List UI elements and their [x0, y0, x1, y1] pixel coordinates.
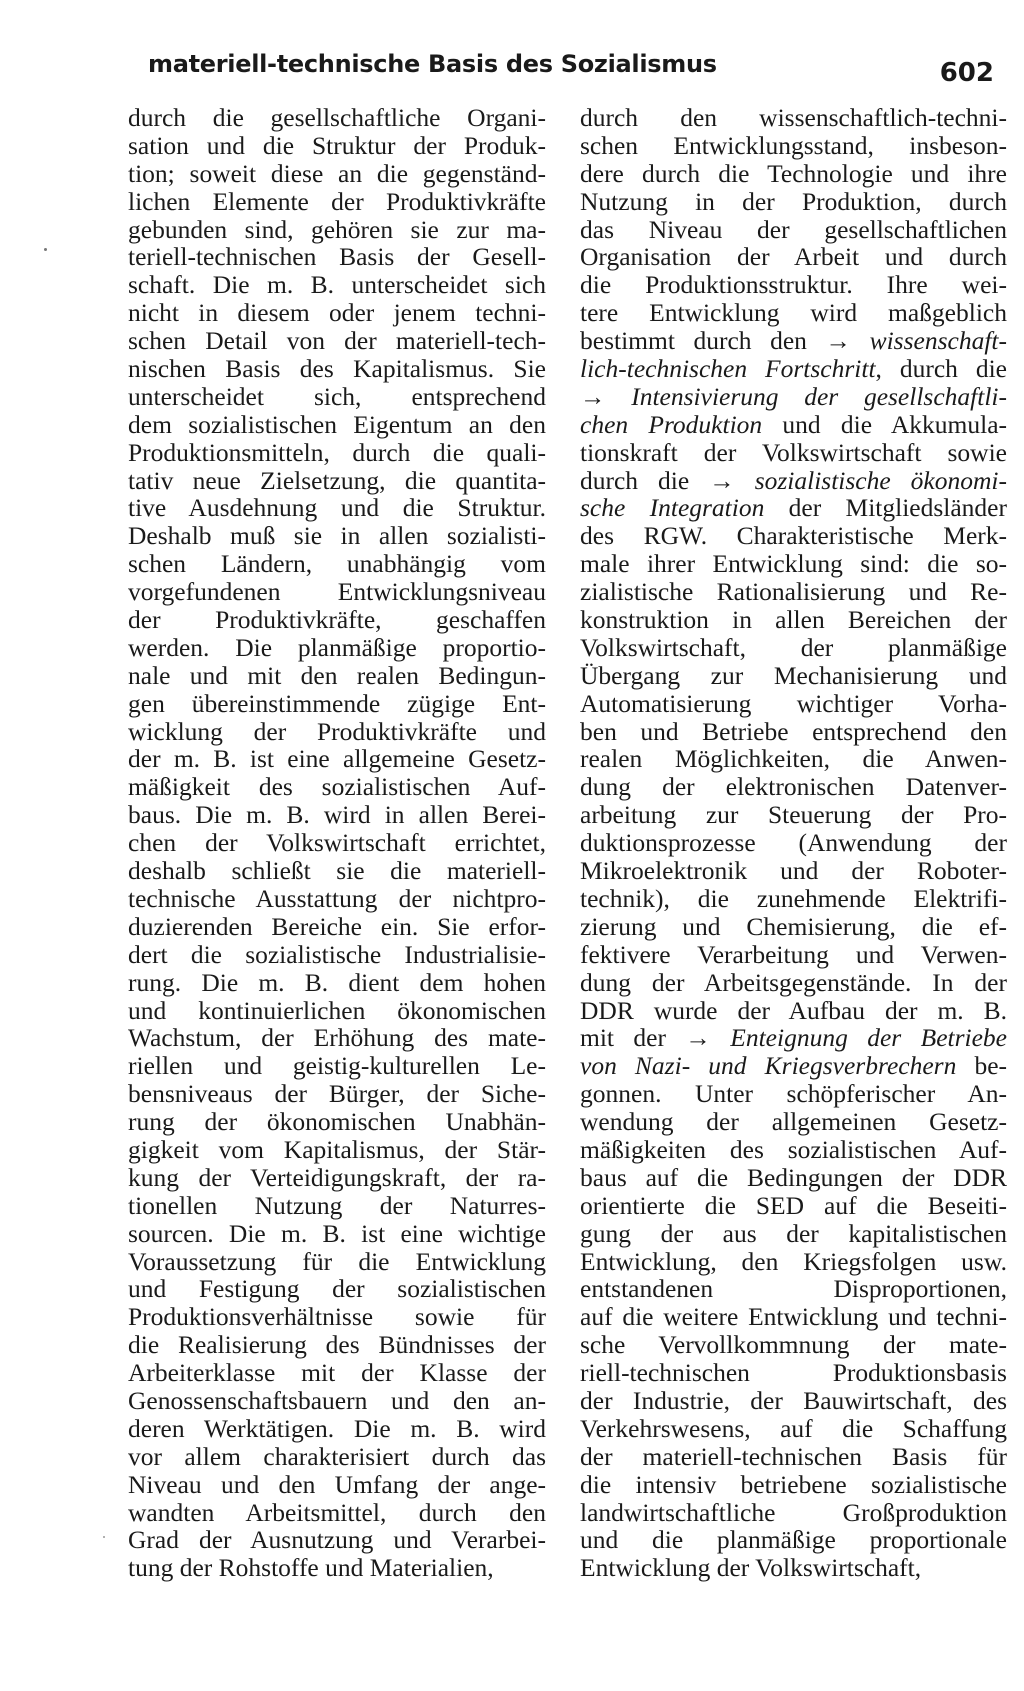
text-segment: und Festigung der sozialistischen [128, 1274, 546, 1304]
text-segment: kung der Verteidigungskraft, der ra- [128, 1162, 546, 1192]
text-line [580, 1303, 1007, 1331]
text-line [128, 969, 546, 997]
text-line [580, 718, 1007, 746]
text-segment: dert die sozialistische Industrialisie- [128, 939, 546, 969]
text-line [580, 188, 1007, 216]
text-line [128, 1052, 546, 1080]
text-line [128, 662, 546, 690]
text-line [128, 997, 546, 1025]
text-segment: tionskraft der Volkswirtschaft sowie [580, 437, 1007, 467]
text-line [128, 829, 546, 857]
text-segment: und die Akkumula- [762, 409, 1008, 439]
text-line [580, 216, 1007, 244]
text-line [580, 1275, 1007, 1303]
text-segment: Deshalb muß sie in allen sozialisti- [128, 521, 546, 551]
text-line [128, 941, 546, 969]
text-segment: gigkeit vom Kapitalismus, der Stär- [128, 1134, 546, 1164]
text-line [128, 271, 546, 299]
text-line [580, 1499, 1007, 1527]
text-segment: realen Möglichkeiten, die Anwen- [580, 744, 1007, 774]
text-segment: bensniveaus der Bürger, der Siche- [128, 1079, 546, 1109]
text-segment: wandten Arbeitsmittel, durch den [128, 1497, 546, 1527]
italic-term: chen Produktion [580, 409, 763, 439]
text-line [128, 1220, 546, 1248]
text-segment: Grad der Ausnutzung und Verarbei- [128, 1525, 546, 1555]
text-line [580, 467, 1007, 495]
text-segment: technik), die zunehmende Elektrifi- [580, 883, 1007, 913]
text-line [580, 522, 1007, 550]
text-segment: baus auf die Bedingungen der DDR [580, 1162, 1007, 1192]
text-segment: Übergang zur Mechanisierung und [580, 660, 1007, 690]
text-line [580, 662, 1007, 690]
text-segment: schen Detail von der materiell-tech- [128, 326, 546, 356]
print-speck [103, 1536, 105, 1538]
text-segment: der Produktivkräfte, geschaffen [128, 605, 546, 635]
text-line [128, 1108, 546, 1136]
text-line [580, 411, 1007, 439]
text-segment: vor allem charakterisiert durch das [128, 1441, 546, 1471]
text-line [128, 1471, 546, 1499]
text-segment: der Mitgliedsländer [764, 493, 1007, 523]
text-line [128, 690, 546, 718]
text-line [580, 383, 1007, 411]
text-line [580, 1220, 1007, 1248]
text-segment: technische Ausstattung der nichtpro- [128, 883, 546, 913]
text-segment: ben und Betriebe entsprechend den [580, 716, 1007, 746]
text-line [580, 1443, 1007, 1471]
text-segment: schen Entwicklungsstand, insbeson- [580, 130, 1007, 160]
text-line [580, 1248, 1007, 1276]
text-line [580, 1080, 1007, 1108]
text-line [580, 132, 1007, 160]
text-segment: rung. Die m. B. dient dem hohen [128, 967, 546, 997]
text-segment: schaft. Die m. B. unterscheidet sich [128, 270, 546, 300]
text-line [580, 606, 1007, 634]
text-segment: Entwicklung der Volkswirtschaft, [580, 1553, 922, 1583]
text-line [580, 941, 1007, 969]
text-segment: gung der aus der kapitalistischen [580, 1218, 1007, 1248]
text-line [128, 1080, 546, 1108]
text-segment: der materiell-technischen Basis für [580, 1441, 1007, 1471]
text-segment: arbeitung zur Steuerung der Pro- [580, 800, 1007, 830]
text-line [128, 634, 546, 662]
text-line [128, 745, 546, 773]
text-segment: sation und die Struktur der Produk- [128, 130, 546, 160]
text-segment: sche Vervollkommnung der mate- [580, 1330, 1007, 1360]
text-line [580, 1331, 1007, 1359]
text-line [580, 745, 1007, 773]
text-segment: → [580, 381, 632, 411]
text-segment: tung der Rohstoffe und Materialien, [128, 1553, 494, 1583]
text-segment: duktionsprozesse (Anwendung der [580, 828, 1007, 858]
text-line [580, 1471, 1007, 1499]
text-line [580, 1359, 1007, 1387]
text-line [128, 857, 546, 885]
text-line [128, 383, 546, 411]
text-segment: tion; soweit diese an die gegenständ- [128, 158, 546, 188]
text-segment: mäßigkeit des sozialistischen Auf- [128, 772, 546, 802]
text-segment: der m. B. ist eine allgemeine Gesetz- [128, 744, 546, 774]
text-segment: teriell-technischen Basis der Gesell- [128, 242, 546, 272]
text-segment: und die planmäßige proportionale [580, 1525, 1007, 1555]
text-segment: tere Entwicklung wird maßgeblich [580, 298, 1007, 328]
text-segment: deshalb schließt sie die materiell- [128, 856, 546, 886]
text-line [128, 216, 546, 244]
text-line [128, 773, 546, 801]
text-segment: durch die gesellschaftliche Organi- [128, 103, 546, 132]
text-segment: nischen Basis des Kapitalismus. Sie [128, 354, 546, 384]
print-speck [44, 248, 47, 251]
text-segment: Mikroelektronik und der Roboter- [580, 856, 1007, 886]
text-segment: zierung und Chemisierung, die ef- [580, 911, 1007, 941]
text-line [128, 243, 546, 271]
text-line [128, 1499, 546, 1527]
text-line [580, 271, 1007, 299]
text-line [128, 188, 546, 216]
text-segment: wicklung der Produktivkräfte und [128, 716, 546, 746]
text-line [580, 104, 1007, 132]
text-line [128, 1331, 546, 1359]
text-line [580, 634, 1007, 662]
text-segment: baus. Die m. B. wird in allen Berei- [128, 800, 546, 830]
text-line [128, 1164, 546, 1192]
text-line [128, 1136, 546, 1164]
text-segment: tionellen Nutzung der Naturres- [128, 1190, 546, 1220]
text-line [580, 439, 1007, 467]
text-line [128, 1248, 546, 1276]
text-segment: nicht in diesem oder jenem techni- [128, 298, 546, 328]
italic-term: lich-technischen Fortschritt [580, 354, 876, 384]
italic-term: Intensivierung der gesellschaftli- [631, 381, 1007, 411]
text-line [128, 160, 546, 188]
text-line [580, 997, 1007, 1025]
text-line [580, 1136, 1007, 1164]
text-segment: durch die → [580, 465, 755, 495]
text-segment: , durch die [875, 354, 1007, 384]
text-line [580, 1554, 1007, 1582]
italic-term: Enteignung der Betriebe [730, 1023, 1007, 1053]
text-line [128, 718, 546, 746]
text-segment: duzierenden Bereiche ein. Sie erfor- [128, 911, 546, 941]
text-segment: die Realisierung des Bündnisses der [128, 1330, 546, 1360]
text-line [580, 1024, 1007, 1052]
text-line [128, 913, 546, 941]
text-segment: das Niveau der gesellschaftlichen [580, 214, 1007, 244]
text-segment: deren Werktätigen. Die m. B. wird [128, 1413, 546, 1443]
text-segment: tativ neue Zielsetzung, die quantita- [128, 465, 546, 495]
running-head: materiell-technische Basis des Sozialismus [148, 50, 717, 78]
text-line [128, 1443, 546, 1471]
text-line [580, 355, 1007, 383]
text-segment: der Industrie, der Bauwirtschaft, des [580, 1385, 1007, 1415]
text-segment: bestimmt durch den → [580, 326, 870, 356]
text-segment: nale und mit den realen Bedingun- [128, 660, 546, 690]
text-segment: und kontinuierlichen ökonomischen [128, 995, 546, 1025]
text-line [128, 132, 546, 160]
text-segment: Volkswirtschaft, der planmäßige [580, 632, 1007, 662]
text-line [580, 1164, 1007, 1192]
italic-term: wissenschaft- [869, 326, 1007, 356]
text-segment: des RGW. Charakteristische Merk- [580, 521, 1007, 551]
text-segment: riell-technischen Produktionsbasis [580, 1358, 1007, 1388]
text-line [128, 1275, 546, 1303]
text-segment: dung der elektronischen Datenver- [580, 772, 1007, 802]
text-segment: Arbeiterklasse mit der Klasse der [128, 1358, 546, 1388]
text-segment: Nutzung in der Produktion, durch [580, 186, 1007, 216]
text-line [128, 439, 546, 467]
text-line [128, 1303, 546, 1331]
text-segment: orientierte die SED auf die Beseiti- [580, 1190, 1007, 1220]
text-segment: Organisation der Arbeit und durch [580, 242, 1007, 272]
text-segment: tive Ausdehnung und die Struktur. [128, 493, 546, 523]
text-segment: Entwicklung, den Kriegsfolgen usw. [580, 1246, 1007, 1276]
text-line [580, 299, 1007, 327]
text-line [580, 327, 1007, 355]
text-segment: lichen Elemente der Produktivkräfte [128, 186, 546, 216]
text-line [128, 355, 546, 383]
text-segment: konstruktion in allen Bereichen der [580, 605, 1007, 635]
text-line [580, 1526, 1007, 1554]
text-segment: die intensiv betriebene sozialistische [580, 1469, 1007, 1499]
text-segment: dere durch die Technologie und ihre [580, 158, 1007, 188]
text-line [128, 327, 546, 355]
text-line [580, 969, 1007, 997]
text-segment: durch den wissenschaftlich-techni- [580, 103, 1007, 132]
text-segment: mit der → [580, 1023, 731, 1053]
text-segment: zialistische Rationalisierung und Re- [580, 577, 1007, 607]
text-segment: chen der Volkswirtschaft errichtet, [128, 828, 546, 858]
text-line [128, 578, 546, 606]
text-segment: Genossenschaftsbauern und den an- [128, 1385, 546, 1415]
text-line [580, 690, 1007, 718]
italic-term: von Nazi- und Kriegsverbrechern [580, 1051, 957, 1081]
text-line [128, 885, 546, 913]
text-line [128, 299, 546, 327]
page-number: 602 [939, 58, 994, 88]
italic-term: sozialistische ökonomi- [754, 465, 1007, 495]
text-line [128, 494, 546, 522]
text-segment: unterscheidet sich, entsprechend [128, 381, 546, 411]
text-segment: male ihrer Entwicklung sind: die so- [580, 549, 1007, 579]
text-line [580, 773, 1007, 801]
text-line [580, 1192, 1007, 1220]
text-segment: landwirtschaftliche Großproduktion [580, 1497, 1007, 1527]
text-line [580, 913, 1007, 941]
text-segment: DDR wurde der Aufbau der m. B. [580, 995, 1007, 1025]
text-line [128, 1024, 546, 1052]
text-line [128, 1387, 546, 1415]
text-line [580, 885, 1007, 913]
text-line [128, 550, 546, 578]
text-line [128, 801, 546, 829]
text-line [128, 1359, 546, 1387]
text-line [580, 243, 1007, 271]
text-segment: Wachstum, der Erhöhung des mate- [128, 1023, 546, 1053]
text-segment: entstandenen Disproportionen, [580, 1274, 1007, 1304]
text-line [580, 550, 1007, 578]
text-line [580, 829, 1007, 857]
text-line [580, 160, 1007, 188]
text-segment: sourcen. Die m. B. ist eine wichtige [128, 1218, 546, 1248]
text-segment: Automatisierung wichtiger Vorha- [580, 688, 1007, 718]
text-segment: Niveau und den Umfang der ange- [128, 1469, 546, 1499]
text-line [580, 578, 1007, 606]
text-line [128, 104, 546, 132]
text-segment: auf die weitere Entwicklung und techni- [580, 1302, 1007, 1332]
text-segment: be- [956, 1051, 1007, 1081]
text-segment: mäßigkeiten des sozialistischen Auf- [580, 1134, 1007, 1164]
text-segment: die Produktionsstruktur. Ihre wei- [580, 270, 1007, 300]
text-segment: dung der Arbeitsgegenstände. In der [580, 967, 1007, 997]
text-line [128, 467, 546, 495]
text-line [580, 801, 1007, 829]
text-segment: fektivere Verarbeitung und Verwen- [580, 939, 1007, 969]
text-segment: vorgefundenen Entwicklungsniveau [128, 577, 546, 607]
text-line [128, 1554, 546, 1582]
text-segment: dem sozialistischen Eigentum an den [128, 409, 546, 439]
text-segment: Verkehrswesens, auf die Schaffung [580, 1413, 1007, 1443]
text-line [128, 1415, 546, 1443]
text-segment: werden. Die planmäßige proportio- [128, 632, 546, 662]
text-segment: Produktionsmitteln, durch die quali- [128, 437, 546, 467]
text-line [580, 1052, 1007, 1080]
text-segment: schen Ländern, unabhängig vom [128, 549, 546, 579]
text-line [128, 1192, 546, 1220]
text-line [580, 1108, 1007, 1136]
text-segment: Produktionsverhältnisse sowie für [128, 1302, 546, 1332]
text-line [580, 1415, 1007, 1443]
text-segment: rung der ökonomischen Unabhän- [128, 1107, 546, 1137]
text-segment: gen übereinstimmende zügige Ent- [128, 688, 546, 718]
text-segment: Voraussetzung für die Entwicklung [128, 1246, 546, 1276]
text-line [580, 1387, 1007, 1415]
left-text-column [128, 104, 546, 1582]
text-segment: gebunden sind, gehören sie zur ma- [128, 214, 546, 244]
text-line [580, 494, 1007, 522]
text-segment: gonnen. Unter schöpferischer An- [580, 1079, 1007, 1109]
text-segment: riellen und geistig-kulturellen Le- [128, 1051, 546, 1081]
text-segment: wendung der allgemeinen Gesetz- [580, 1107, 1007, 1137]
italic-term: sche Integration [580, 493, 765, 523]
text-line [128, 1526, 546, 1554]
right-text-column [580, 104, 1007, 1582]
text-line [128, 411, 546, 439]
text-line [128, 606, 546, 634]
text-line [128, 522, 546, 550]
text-line [580, 857, 1007, 885]
